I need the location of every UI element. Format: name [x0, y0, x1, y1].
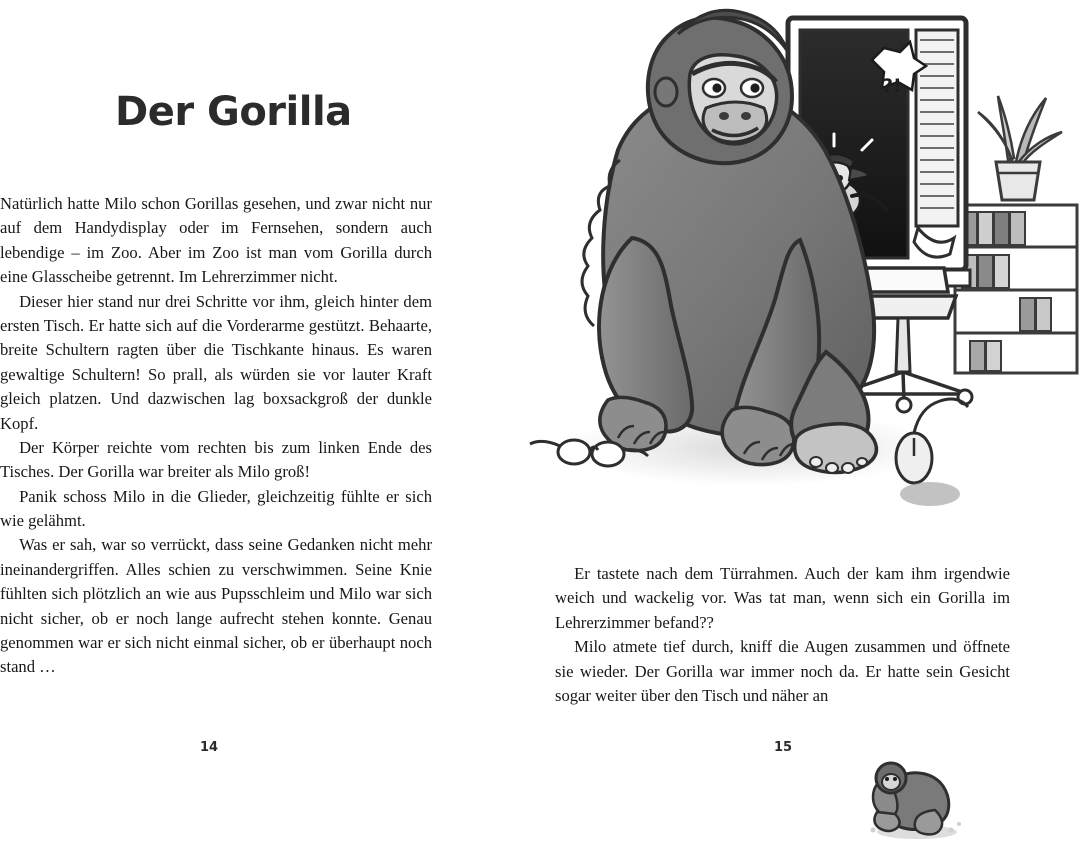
paragraph: Der Körper reichte vom rechten bis zum linken Ende des Tisches. Der Gorilla war breiter als Milo groß! [0, 437, 432, 482]
paragraph: Dieser hier stand nur drei Schritte vor ihm, gleich hinter dem ersten Tisch. Er hatte sich auf die Vorderarme gestützt. Behaarte, breite Schultern ragten über die Tischkante hinaus. Es waren gewaltige Schultern! So prall, als würden sie vor lauter Kraft gleich platzen. Und dazwischen lag boxsackgroß der dunkle Kopf. [0, 291, 432, 433]
computer-mouse-on-floor [896, 399, 968, 506]
gorilla-ear [655, 78, 677, 106]
gorilla-vignette [855, 752, 985, 842]
page-number-left: 14 [200, 740, 219, 755]
left-page-body [0, 192, 432, 680]
chair-post [896, 318, 910, 372]
right-page-body [555, 562, 1010, 708]
mouse-cable [914, 399, 968, 433]
paragraph: Er tastete nach dem Türrahmen. Auch der kam ihm irgendwie weich und wackelig vor. Was tat man, wenn sich ein Gorilla im Lehrerzimmer befand?? [555, 564, 1010, 632]
gorilla-right-hand [722, 407, 794, 464]
bubble-text: ?! [882, 75, 902, 97]
gorilla-illustration [500, 0, 1089, 540]
paragraph: Panik schoss Milo in die Glieder, gleichzeitig fühlte er sich wie gelähmt. [0, 486, 432, 531]
left-page [0, 0, 545, 845]
paragraph: Milo atmete tief durch, kniff die Augen zusammen und öffnete sie wieder. Der Gorilla war immer noch da. Er hatte sein Gesicht sogar weiter über den Tisch und näher an [555, 637, 1010, 705]
paragraph: Natürlich hatte Milo schon Gorillas gesehen, und zwar nicht nur auf dem Handydisplay oder im Fernsehen, sondern auch lebendige – im Zoo. Aber im Zoo ist man vom Gorilla durch eine Glasscheibe getrennt. Im Lehrerzimmer nicht. [0, 194, 432, 287]
office-shelf [955, 205, 1077, 373]
paragraph: Was er sah, war so verrückt, dass seine Gedanken nicht mehr ineinandergriffen. Alles schien zu verschwimmen. Seine Knie fühlten sich plötzlich an wie aus Pupsschleim und Milo war sich nicht sicher, ob er noch lange aufrecht stehen konnte. Genau genommen war er sich nicht einmal sicher, ob er überhaupt noch stand … [0, 535, 432, 677]
page-title: Der Gorilla [115, 88, 352, 135]
page-number-right: 15 [774, 740, 793, 755]
potted-plant [978, 96, 1062, 200]
